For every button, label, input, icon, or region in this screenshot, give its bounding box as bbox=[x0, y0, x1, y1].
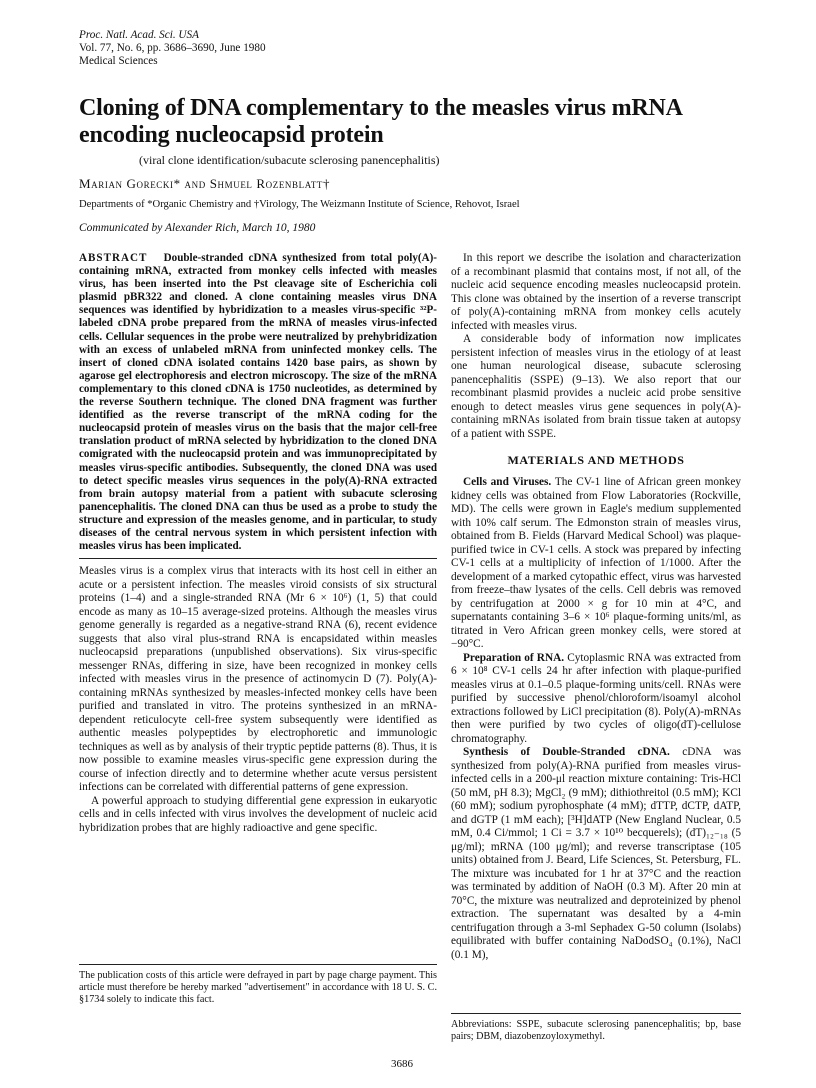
footnote-divider-right bbox=[451, 1013, 741, 1014]
methods-paragraph-cells bbox=[451, 476, 741, 652]
abstract-divider bbox=[79, 558, 437, 559]
communicated-by: Communicated by Alexander Rich, March 10, 1980 bbox=[79, 222, 316, 234]
article-title: Cloning of DNA complementary to the measles virus mRNA encoding nucleocapsid protein bbox=[79, 95, 682, 148]
article-authors: Marian Gorecki* and Shmuel Rozenblatt† bbox=[79, 176, 331, 191]
abstract-text: Double-stranded cDNA synthesized from total poly(A)-containing mRNA, extracted from monkey cells infected with measles virus, has been inserted into the Pst cleavage site of Escherichia coli plasmid pBR322 and cloned. A clone containing measles virus DNA sequences was identified by hybridization to a measles virus-specific ³²P-labeled cDNA probe prepared from the mRNA of measles virus-infected cells. Cellular sequences in the probe were neutralized by prehybridization with an excess of unlabeled mRNA from uninfected monkey cells. The insert of cloned cDNA isolated contains 1420 base pairs, as shown by agarose gel electrophoresis and electron microscopy. The size of the mRNA complementary to this cloned cDNA is 1750 nucleotides, as determined by the reverse Southern technique. The cloned DNA fragment was further identified as the reverse transcript of the mRNA coding for the nucleocapsid protein of measles virus on the basis that the major cell-free translation product of mRNA selected by hybridization to the cloned DNA comigrated with the nucleocapsid protein and was immunoprecipitated by measles virus-specific antibodies. Subsequently, the cloned DNA was used to detect specific measles virus sequences in the poly(A)-RNA extracted from brain autopsy material from a patient with subacute sclerosing panencephalitis. The cloned DNA can thus be used as a probe to study the structure and expression of the measles genome, and in particular, to study diseases of the central nervous system in which persistent infection with measles virus has been implicated. bbox=[79, 252, 437, 553]
article-affiliation: Departments of *Organic Chemistry and †Virology, The Weizmann Institute of Science, Rehovot, Israel bbox=[79, 199, 520, 210]
intro-paragraph-3: In this report we describe the isolation and characterization of a recombinant plasmid that contains most, if not all, of the nucleic acid sequence encoding measles nucleocapsid protein. This clone was obtained by the insertion of a reverse transcript of poly(A)-containing mRNA from monkey cells acutely infected with measles virus. bbox=[451, 252, 741, 332]
abstract-lead: ABSTRACT bbox=[79, 252, 148, 264]
footnote-divider-left bbox=[79, 964, 437, 965]
page-number: 3686 bbox=[391, 1058, 413, 1070]
methods-text-cdna: cDNA was synthesized from poly(A)-RNA purified from measles virus-infected cells in a 200-μl reaction mixture containing: Tris-HCl (50 mM, pH 8.3); MgCl₂ (9 mM); dithiothreitol (0.5 mM); KCl (60 mM); sodium pyrophosphate (4 mM); dTTP, dCTP, dATP, and dGTP (1 mM each); [³H]dATP (New England Nuclear, 0.5 mM, 0.4 Ci/mmol; 1 Ci = 3.7 × 10¹⁰ becquerels); (dT)₁₂₋₁₈ (5 μg/ml); mRNA (100 μg/ml); and reverse transcriptase (105 units) obtained from J. Beard, Life Sciences, St. Petersburg, FL. The mixture was incubated for 1 hr at 37°C and the reaction was terminated by addition of NaOH (0.3 M). After 20 min at 70°C, the mixture was neutralized and deproteinized by phenol extraction. The supernatant was desalted by a 4-min centrifugation through a 3-ml Sephadex G-50 column (Isolabs) equilibrated with buffer containing NaDodSO₄ (0.1%), NaCl (0.1 M), bbox=[451, 746, 741, 961]
journal-name: Proc. Natl. Acad. Sci. USA bbox=[79, 29, 199, 41]
intro-paragraph-4: A considerable body of information now implicates persistent infection of measles virus in the etiology of at least one human neurological disease, subacute sclerosing panencephalitis (SSPE) (9–13). We also report that our recombinant plasmid provides a nucleic acid probe sensitive enough to detect measles virus gene sequences in poly(A)-containing mRNAs isolated from brain tissue taken at autopsy of a patient with SSPE. bbox=[451, 333, 741, 440]
methods-paragraph-rna bbox=[451, 652, 741, 747]
intro-paragraph-1: Measles virus is a complex virus that interacts with its host cell in either an acute or a persistent infection. The measles viroid consists of six structural proteins (1–4) and a single-stranded RNA (Mr 6 × 10⁶) (1, 5) that could encode as many as 10–15 average-sized proteins. Although the measles virus genome generally is regarded as a negative-strand RNA (6), recent evidence suggests that also viral plus-strand RNA is encapsidated within measles nucleocapsid preparations (unpublished observations). Six virus-specific messenger RNAs, differing in size, have been recognized in monkey cells infected with measles virus in the presence of actinomycin D (7). Poly(A)-containing mRNAs synthesized by measles-infected monkey cells have been purified and translated in vitro. The proteins synthesized in an mRNA-dependent reticulocyte cell-free system subsequently were identified as authentic measles polypeptides by electrophoretic and immunologic techniques as well as by analysis of their tryptic peptide patterns (8). Thus, it is now possible to examine measles virus-specific gene expression during the course of infection directly and to determine whether acute versus persistent infections can be correlated with differential patterns of gene expression. bbox=[79, 565, 437, 794]
left-column bbox=[79, 252, 437, 835]
footnote-publication-costs: The publication costs of this article were defrayed in part by page charge payment. This article must therefore be hereby marked "advertisement" in accordance with 18 U. S. C. §1734 solely to indicate this fact. bbox=[79, 970, 437, 1006]
footnote-abbreviations: Abbreviations: SSPE, subacute sclerosing panencephalitis; bp, base pairs; DBM, diazobenzoyloxymethyl. bbox=[451, 1019, 741, 1043]
methods-subhead-cells: Cells and Viruses. bbox=[463, 476, 552, 488]
methods-subhead-rna: Preparation of RNA. bbox=[463, 651, 565, 664]
abstract bbox=[79, 252, 437, 553]
intro-paragraph-2: A powerful approach to studying differential gene expression in eukaryotic cells and in cells infected with virus involves the development of nucleic acid hybridization probes that are highly radioactive and gene specific. bbox=[79, 794, 437, 834]
journal-volume: Vol. 77, No. 6, pp. 3686–3690, June 1980 bbox=[79, 42, 266, 54]
methods-subhead-cdna: Synthesis of Double-Stranded cDNA. bbox=[463, 746, 670, 758]
article-keywords: (viral clone identification/subacute sclerosing panencephalitis) bbox=[139, 153, 440, 167]
right-column bbox=[451, 252, 741, 962]
methods-paragraph-cdna bbox=[451, 746, 741, 962]
journal-section: Medical Sciences bbox=[79, 55, 158, 67]
methods-text-cells: The CV-1 line of African green monkey kidney cells was obtained from Flow Laboratories (Rockville, MD). The cells were grown in Eagle's medium supplemented with 10% calf serum. The Edmonston strain of measles virus, obtained from B. Fields (Harvard Medical School) was plaque-purified twice in CV-1 cells. A stock was prepared by infecting CV-1 cells at a multiplicity of infection of 1/1000. After the development of a marked cytopathic effect, virus was harvested from freeze–thaw lysates of the cells. Cell debris was removed by centrifugation at 2000 × g for 10 min at 4°C, and supernatants containing 3–6 × 10⁶ plaque-forming units/ml, as titrated in Vero African green monkey cells, were stored at −90°C. bbox=[451, 476, 741, 650]
methods-text-rna: Cytoplasmic RNA was extracted from 6 × 10⁸ CV-1 cells 24 hr after infection with plaque-purified measles virus at 0.1–0.5 plaque-forming units/cell. RNAs were purified by successive phenol/chloroform/isoamyl alcohol extractions followed by LiCl precipitation (8). Poly(A)-mRNAs then were purified by two cycles of oligo(dT)-cellulose chromatography. bbox=[451, 651, 741, 745]
journal-header bbox=[79, 29, 266, 68]
methods-heading: MATERIALS AND METHODS bbox=[507, 453, 685, 467]
